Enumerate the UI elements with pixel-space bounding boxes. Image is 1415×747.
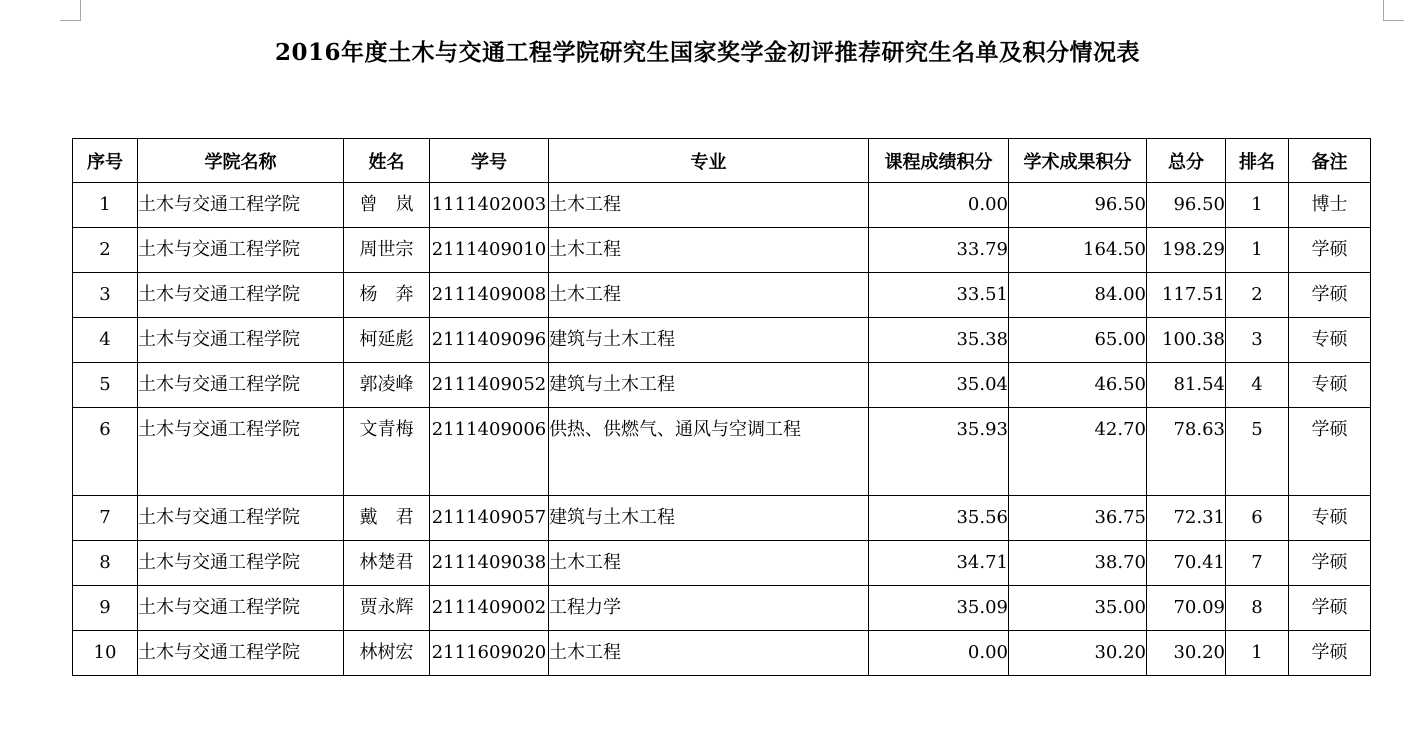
cell-no: 9 [73, 586, 138, 631]
cell-total: 81.54 [1147, 363, 1226, 408]
header-major: 专业 [549, 139, 869, 183]
cell-major: 工程力学 [549, 586, 869, 631]
cell-major: 土木工程 [549, 541, 869, 586]
cell-student-id: 2111609020 [430, 631, 549, 676]
cell-note: 博士 [1289, 183, 1371, 228]
header-student-id: 学号 [430, 139, 549, 183]
cell-total: 70.41 [1147, 541, 1226, 586]
page-corner-mark-left [60, 0, 81, 21]
header-name: 姓名 [344, 139, 430, 183]
cell-course-score: 35.04 [869, 363, 1009, 408]
table-row [73, 273, 1371, 318]
header-total: 总分 [1147, 139, 1226, 183]
cell-college: 土木与交通工程学院 [138, 273, 344, 318]
cell-no: 3 [73, 273, 138, 318]
table-row [73, 541, 1371, 586]
cell-course-score: 33.51 [869, 273, 1009, 318]
cell-course-score: 0.00 [869, 183, 1009, 228]
cell-major: 建筑与土木工程 [549, 318, 869, 363]
cell-rank: 2 [1226, 273, 1289, 318]
cell-student-id: 2111409057 [430, 496, 549, 541]
table-row [73, 586, 1371, 631]
cell-total: 30.20 [1147, 631, 1226, 676]
header-college: 学院名称 [138, 139, 344, 183]
cell-academic-score: 38.70 [1009, 541, 1147, 586]
cell-no: 10 [73, 631, 138, 676]
cell-student-id: 2111409010 [430, 228, 549, 273]
cell-note: 学硕 [1289, 273, 1371, 318]
cell-course-score: 34.71 [869, 541, 1009, 586]
cell-course-score: 35.09 [869, 586, 1009, 631]
cell-college: 土木与交通工程学院 [138, 541, 344, 586]
table-row [73, 496, 1371, 541]
cell-name: 贾永辉 [344, 586, 430, 631]
cell-major: 土木工程 [549, 183, 869, 228]
cell-college: 土木与交通工程学院 [138, 318, 344, 363]
cell-name: 曾 岚 [344, 183, 430, 228]
cell-rank: 4 [1226, 363, 1289, 408]
cell-total: 100.38 [1147, 318, 1226, 363]
cell-college: 土木与交通工程学院 [138, 631, 344, 676]
cell-academic-score: 96.50 [1009, 183, 1147, 228]
cell-college: 土木与交通工程学院 [138, 363, 344, 408]
cell-college: 土木与交通工程学院 [138, 228, 344, 273]
cell-major: 土木工程 [549, 228, 869, 273]
cell-name: 柯延彪 [344, 318, 430, 363]
cell-college: 土木与交通工程学院 [138, 408, 344, 496]
cell-academic-score: 46.50 [1009, 363, 1147, 408]
cell-student-id: 2111409096 [430, 318, 549, 363]
cell-total: 72.31 [1147, 496, 1226, 541]
cell-note: 专硕 [1289, 496, 1371, 541]
cell-course-score: 33.79 [869, 228, 1009, 273]
cell-note: 学硕 [1289, 541, 1371, 586]
page-corner-mark-right [1383, 0, 1404, 21]
cell-name: 杨 奔 [344, 273, 430, 318]
cell-no: 8 [73, 541, 138, 586]
table-row [73, 318, 1371, 363]
cell-student-id: 2111409008 [430, 273, 549, 318]
cell-academic-score: 42.70 [1009, 408, 1147, 496]
cell-academic-score: 36.75 [1009, 496, 1147, 541]
cell-no: 1 [73, 183, 138, 228]
cell-no: 2 [73, 228, 138, 273]
scholarship-table [72, 138, 1371, 676]
cell-name: 文青梅 [344, 408, 430, 496]
cell-note: 学硕 [1289, 631, 1371, 676]
cell-academic-score: 65.00 [1009, 318, 1147, 363]
cell-name: 林树宏 [344, 631, 430, 676]
cell-course-score: 35.56 [869, 496, 1009, 541]
cell-student-id: 1111402003 [430, 183, 549, 228]
cell-rank: 1 [1226, 631, 1289, 676]
cell-major: 土木工程 [549, 273, 869, 318]
cell-rank: 8 [1226, 586, 1289, 631]
cell-name: 郭凌峰 [344, 363, 430, 408]
cell-course-score: 0.00 [869, 631, 1009, 676]
cell-college: 土木与交通工程学院 [138, 586, 344, 631]
cell-rank: 7 [1226, 541, 1289, 586]
cell-no: 4 [73, 318, 138, 363]
cell-course-score: 35.93 [869, 408, 1009, 496]
cell-academic-score: 84.00 [1009, 273, 1147, 318]
document-title: 2016年度土木与交通工程学院研究生国家奖学金初评推荐研究生名单及积分情况表 [274, 39, 1140, 66]
header-academic-score: 学术成果积分 [1009, 139, 1147, 183]
cell-major: 土木工程 [549, 631, 869, 676]
cell-note: 学硕 [1289, 586, 1371, 631]
cell-total: 96.50 [1147, 183, 1226, 228]
table-row [73, 363, 1371, 408]
cell-total: 117.51 [1147, 273, 1226, 318]
cell-rank: 3 [1226, 318, 1289, 363]
cell-note: 学硕 [1289, 228, 1371, 273]
cell-note: 专硕 [1289, 318, 1371, 363]
cell-note: 专硕 [1289, 363, 1371, 408]
cell-student-id: 2111409038 [430, 541, 549, 586]
table-row [73, 183, 1371, 228]
cell-student-id: 2111409006 [430, 408, 549, 496]
table-row [73, 228, 1371, 273]
cell-academic-score: 35.00 [1009, 586, 1147, 631]
cell-no: 5 [73, 363, 138, 408]
cell-major: 建筑与土木工程 [549, 363, 869, 408]
cell-note: 学硕 [1289, 408, 1371, 496]
cell-name: 林楚君 [344, 541, 430, 586]
header-no: 序号 [73, 139, 138, 183]
cell-name: 戴 君 [344, 496, 430, 541]
cell-rank: 1 [1226, 183, 1289, 228]
cell-major: 建筑与土木工程 [549, 496, 869, 541]
cell-no: 7 [73, 496, 138, 541]
cell-academic-score: 164.50 [1009, 228, 1147, 273]
header-note: 备注 [1289, 139, 1371, 183]
header-rank: 排名 [1226, 139, 1289, 183]
header-course-score: 课程成绩积分 [869, 139, 1009, 183]
cell-name: 周世宗 [344, 228, 430, 273]
cell-total: 198.29 [1147, 228, 1226, 273]
cell-student-id: 2111409052 [430, 363, 549, 408]
cell-rank: 1 [1226, 228, 1289, 273]
table-header-row [73, 139, 1371, 183]
cell-college: 土木与交通工程学院 [138, 183, 344, 228]
cell-total: 78.63 [1147, 408, 1226, 496]
cell-course-score: 35.38 [869, 318, 1009, 363]
cell-rank: 6 [1226, 496, 1289, 541]
cell-major: 供热、供燃气、通风与空调工程 [549, 408, 869, 496]
table-row [73, 631, 1371, 676]
cell-student-id: 2111409002 [430, 586, 549, 631]
cell-total: 70.09 [1147, 586, 1226, 631]
cell-no: 6 [73, 408, 138, 496]
cell-academic-score: 30.20 [1009, 631, 1147, 676]
cell-college: 土木与交通工程学院 [138, 496, 344, 541]
cell-rank: 5 [1226, 408, 1289, 496]
table-row [73, 408, 1371, 496]
